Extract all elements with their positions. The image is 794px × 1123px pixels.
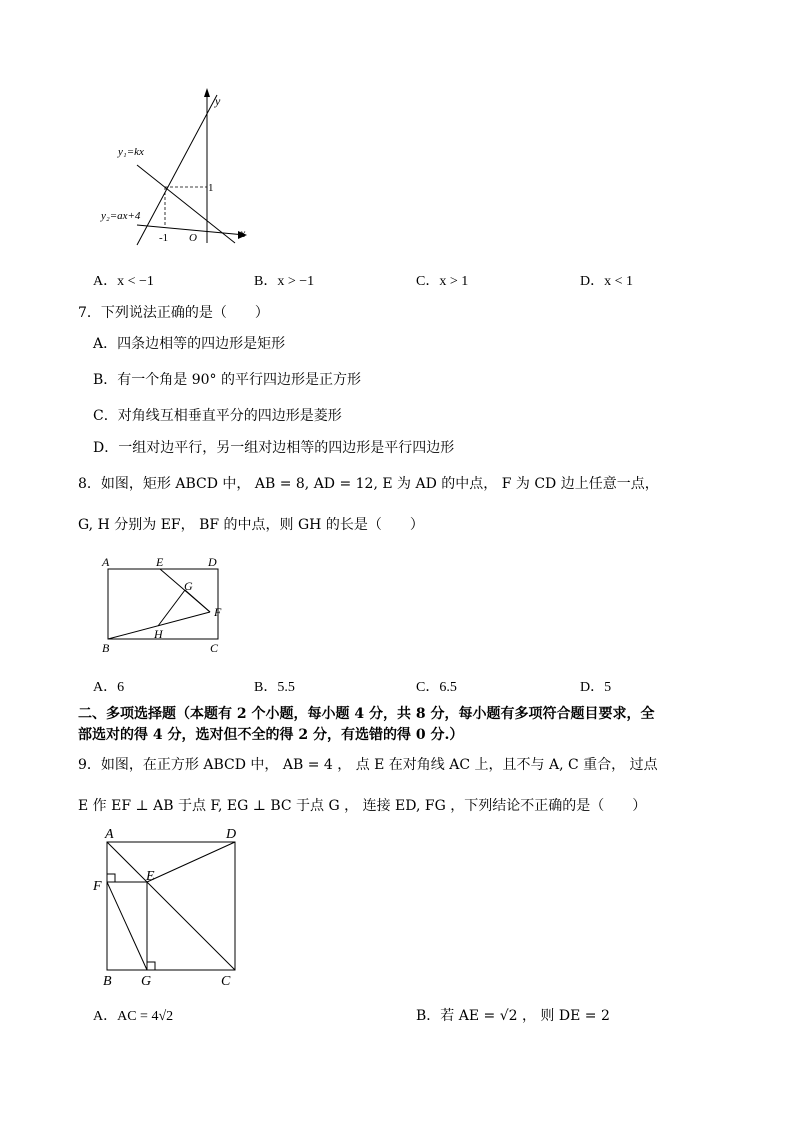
q8-label-a: A — [102, 555, 110, 569]
graph-one-label: 1 — [208, 182, 214, 194]
q8-option-d: D．5 — [580, 680, 612, 695]
q6-graph — [95, 85, 265, 250]
q8-option-c: C．6.5 — [416, 680, 457, 695]
q7-option-c: C．对角线互相垂直平分的四边形是菱形 — [93, 408, 342, 424]
section2-line1: 二、多项选择题（本题有 2 个小题，每小题 4 分，共 8 分，每小题有多项符合题目要求，全 — [78, 706, 655, 722]
q9-stem-line1: 9．如图，在正方形 ABCD 中， AB = 4 ， 点 E 在对角线 AC 上，且不与 A, C 重合， 过点 — [78, 757, 658, 773]
graph-neg1-label: -1 — [159, 232, 169, 244]
q8-label-c: C — [210, 641, 219, 655]
graph-x-label: x — [240, 226, 246, 240]
graph-y-label: y — [215, 94, 221, 108]
q8-option-b: B．5.5 — [254, 680, 295, 695]
q9-label-d: D — [226, 827, 237, 842]
q6-option-c: C．x > 1 — [416, 274, 469, 289]
q8-figure — [98, 554, 228, 658]
q9-label-f: F — [93, 879, 102, 894]
q9-label-c: C — [221, 974, 231, 989]
q7-option-d: D．一组对边平行，另一组对边相等的四边形是平行四边形 — [93, 440, 455, 456]
q9-option-b: B．若 AE = √2 ， 则 DE = 2 — [416, 1008, 610, 1024]
section2-line2: 部选对的得 4 分，选对但不全的得 2 分，有选错的得 0 分.） — [78, 727, 464, 743]
q8-label-f: F — [214, 605, 222, 619]
q6-option-d: D．x < 1 — [580, 274, 634, 289]
q9-label-a: A — [105, 827, 114, 842]
q7-option-b: B．有一个角是 90° 的平行四边形是正方形 — [93, 372, 362, 388]
q8-label-b: B — [102, 641, 110, 655]
q9-option-a: A．AC = 4√2 — [93, 1009, 174, 1024]
q6-option-b: B．x > −1 — [254, 274, 315, 289]
q8-label-g: G — [184, 579, 193, 593]
q8-stem-line2: G, H 分别为 EF， BF 的中点，则 GH 的长是（ ） — [78, 517, 424, 533]
q9-label-g: G — [141, 974, 152, 989]
q8-label-d: D — [208, 555, 217, 569]
q7-option-a: A．四条边相等的四边形是矩形 — [93, 336, 286, 352]
q8-stem-line1: 8．如图，矩形 ABCD 中， AB = 8, AD = 12, E 为 AD 的中点， F 为 CD 边上任意一点， — [78, 476, 659, 492]
q9-label-b: B — [103, 974, 112, 989]
q8-option-a: A．6 — [93, 680, 125, 695]
graph-line2-label: y₂=ax+4 — [101, 210, 141, 222]
graph-line1-label: y₁=kx — [118, 146, 144, 158]
q7-stem: 7．下列说法正确的是（ ） — [78, 305, 269, 321]
q8-label-e: E — [156, 555, 164, 569]
q9-label-e: E — [146, 869, 155, 884]
q6-option-a: A．x < −1 — [93, 274, 154, 289]
q8-label-h: H — [154, 627, 163, 641]
graph-origin-label: O — [189, 232, 197, 244]
q9-stem-line2: E 作 EF ⊥ AB 于点 F, EG ⊥ BC 于点 G ， 连接 ED, FG ，下列结论不正确的是（ ） — [78, 798, 647, 814]
q9-figure — [90, 824, 245, 990]
